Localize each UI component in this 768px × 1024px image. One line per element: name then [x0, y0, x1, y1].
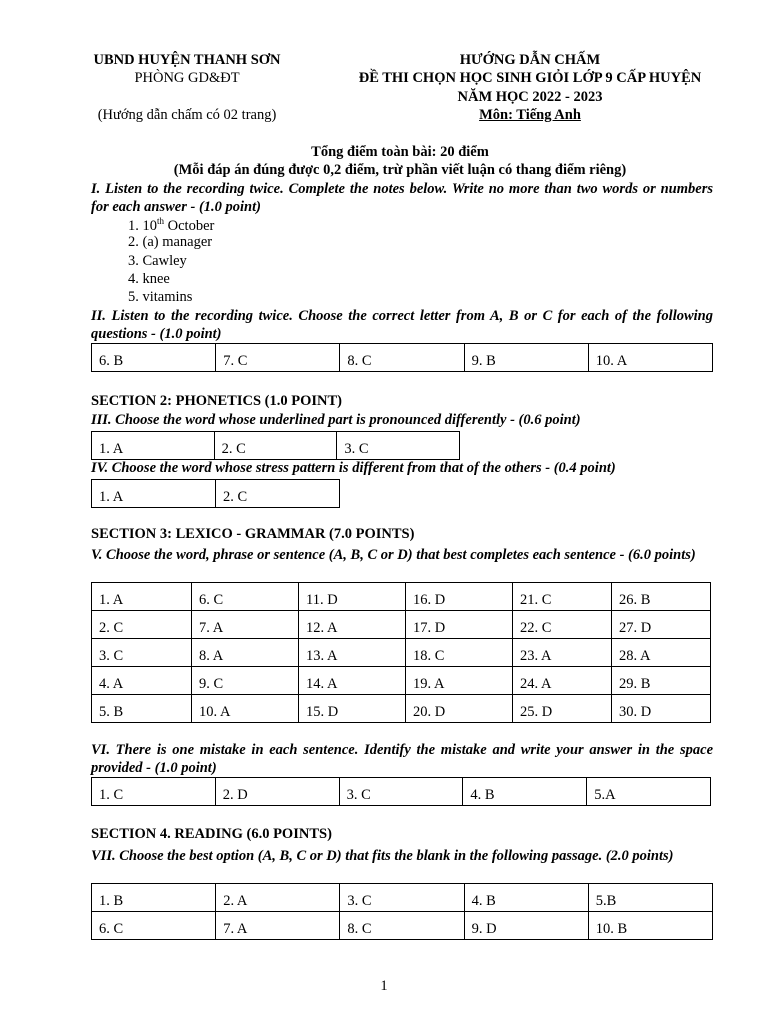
answer-cell: 26. B: [612, 583, 711, 611]
table-row: [92, 480, 340, 508]
answer-cell: 15. D: [299, 695, 406, 723]
answer-cell: 6. B: [92, 344, 216, 372]
part5-answer-table: [91, 582, 711, 723]
page-count-note: (Hướng dẫn chấm có 02 trang): [97, 107, 277, 123]
part1-answer-1: 1. 10th October: [128, 216, 215, 234]
answer-cell: 9. C: [192, 667, 299, 695]
section3-heading: SECTION 3: LEXICO - GRAMMAR (7.0 POINTS): [91, 526, 415, 542]
table-row: [92, 611, 711, 639]
answer-cell: 2. C: [214, 432, 337, 460]
answer-cell: 1. A: [92, 480, 216, 508]
answer-cell: 24. A: [513, 667, 612, 695]
district-name: UBND HUYỆN THANH SƠN: [93, 52, 281, 68]
part3-answer-table: [91, 431, 460, 460]
answer-cell: 16. D: [406, 583, 513, 611]
table-row: [92, 583, 711, 611]
answer-cell: 25. D: [513, 695, 612, 723]
answer-cell: 2. C: [92, 611, 192, 639]
part2-title: II. Listen to the recording twice. Choose the correct letter from A, B or C for each of the following questions - (1.0 point): [91, 308, 713, 342]
table-row: [92, 639, 711, 667]
answer-cell: 9. D: [464, 912, 588, 940]
answer-cell: 12. A: [299, 611, 406, 639]
answer-cell: 3. C: [92, 639, 192, 667]
part2-answer-table: [91, 343, 713, 372]
part1-answer-2: 2. (a) manager: [128, 234, 213, 250]
table-row: [92, 778, 711, 806]
table-row: [92, 667, 711, 695]
exam-title: ĐỀ THI CHỌN HỌC SINH GIỎI LỚP 9 CẤP HUYỆN: [358, 70, 702, 86]
answer-cell: 8. A: [192, 639, 299, 667]
answer-cell: 1. C: [92, 778, 216, 806]
part6-title: VI. There is one mistake in each sentence. Identify the mistake and write your answer in the space provided - (1.0 point): [91, 742, 713, 776]
answer-cell: 5.A: [587, 778, 711, 806]
answer-cell: 7. A: [192, 611, 299, 639]
answer-cell: 1. A: [92, 432, 215, 460]
total-score: Tổng điểm toàn bài: 20 điểm: [311, 144, 489, 160]
answer-cell: 17. D: [406, 611, 513, 639]
section4-heading: SECTION 4. READING (6.0 POINTS): [91, 826, 332, 842]
answer-cell: 8. C: [340, 344, 464, 372]
department-name: PHÒNG GD&ĐT: [134, 70, 240, 86]
answer-cell: 8. C: [340, 912, 464, 940]
answer-cell: 30. D: [612, 695, 711, 723]
table-row: [92, 344, 713, 372]
answer-cell: 21. C: [513, 583, 612, 611]
answer-cell: 11. D: [299, 583, 406, 611]
part4-answer-table: [91, 479, 340, 508]
answer-cell: 1. B: [92, 884, 216, 912]
part1-answer-3: 3. Cawley: [128, 253, 187, 269]
answer-cell: 3. C: [339, 778, 463, 806]
part5-title: V. Choose the word, phrase or sentence (A, B, C or D) that best completes each sentence - (6.0 points): [91, 547, 696, 563]
answer-cell: 6. C: [92, 912, 216, 940]
answer-cell: 5. B: [92, 695, 192, 723]
answer-cell: 2. A: [216, 884, 340, 912]
answer-cell: 28. A: [612, 639, 711, 667]
part7-answer-table: [91, 883, 713, 940]
answer-cell: 29. B: [612, 667, 711, 695]
answer-cell: 2. D: [215, 778, 339, 806]
answer-cell: 5.B: [588, 884, 712, 912]
table-row: [92, 432, 460, 460]
answer-cell: 19. A: [406, 667, 513, 695]
answer-cell: 18. C: [406, 639, 513, 667]
part1-title: I. Listen to the recording twice. Complete the notes below. Write no more than two words or numbers for each answer - (1.0 point): [91, 181, 713, 215]
scoring-note: (Mỗi đáp án đúng được 0,2 điểm, trừ phần viết luận có thang điểm riêng): [173, 162, 627, 178]
answer-cell: 23. A: [513, 639, 612, 667]
part4-title: IV. Choose the word whose stress pattern is different from that of the others - (0.4 point): [91, 460, 616, 476]
answer-cell: 3. C: [337, 432, 460, 460]
answer-cell: 10. A: [192, 695, 299, 723]
answer-cell: 6. C: [192, 583, 299, 611]
table-row: [92, 912, 713, 940]
answer-cell: 9. B: [464, 344, 588, 372]
answer-cell: 7. A: [216, 912, 340, 940]
school-year: NĂM HỌC 2022 - 2023: [457, 89, 603, 105]
part1-answer-5: 5. vitamins: [128, 289, 193, 305]
answer-cell: 1. A: [92, 583, 192, 611]
part7-title: VII. Choose the best option (A, B, C or D) that fits the blank in the following passage. (2.0 points): [91, 848, 674, 864]
part6-answer-table: [91, 777, 711, 806]
answer-cell: 22. C: [513, 611, 612, 639]
part3-title: III. Choose the word whose underlined part is pronounced differently - (0.6 point): [91, 412, 581, 428]
answer-cell: 3. C: [340, 884, 464, 912]
answer-cell: 7. C: [216, 344, 340, 372]
answer-cell: 13. A: [299, 639, 406, 667]
answer-cell: 10. A: [588, 344, 712, 372]
section2-heading: SECTION 2: PHONETICS (1.0 POINT): [91, 393, 342, 409]
answer-cell: 27. D: [612, 611, 711, 639]
page-number: 1: [380, 978, 388, 994]
answer-cell: 4. B: [464, 884, 588, 912]
subject: Môn: Tiếng Anh: [479, 107, 581, 123]
table-row: [92, 884, 713, 912]
doc-title: HƯỚNG DẪN CHẤM: [459, 52, 601, 68]
answer-cell: 4. B: [463, 778, 587, 806]
part1-answer-4: 4. knee: [128, 271, 170, 287]
answer-cell: 2. C: [216, 480, 340, 508]
answer-cell: 20. D: [406, 695, 513, 723]
answer-cell: 10. B: [588, 912, 712, 940]
table-row: [92, 695, 711, 723]
answer-cell: 4. A: [92, 667, 192, 695]
answer-cell: 14. A: [299, 667, 406, 695]
